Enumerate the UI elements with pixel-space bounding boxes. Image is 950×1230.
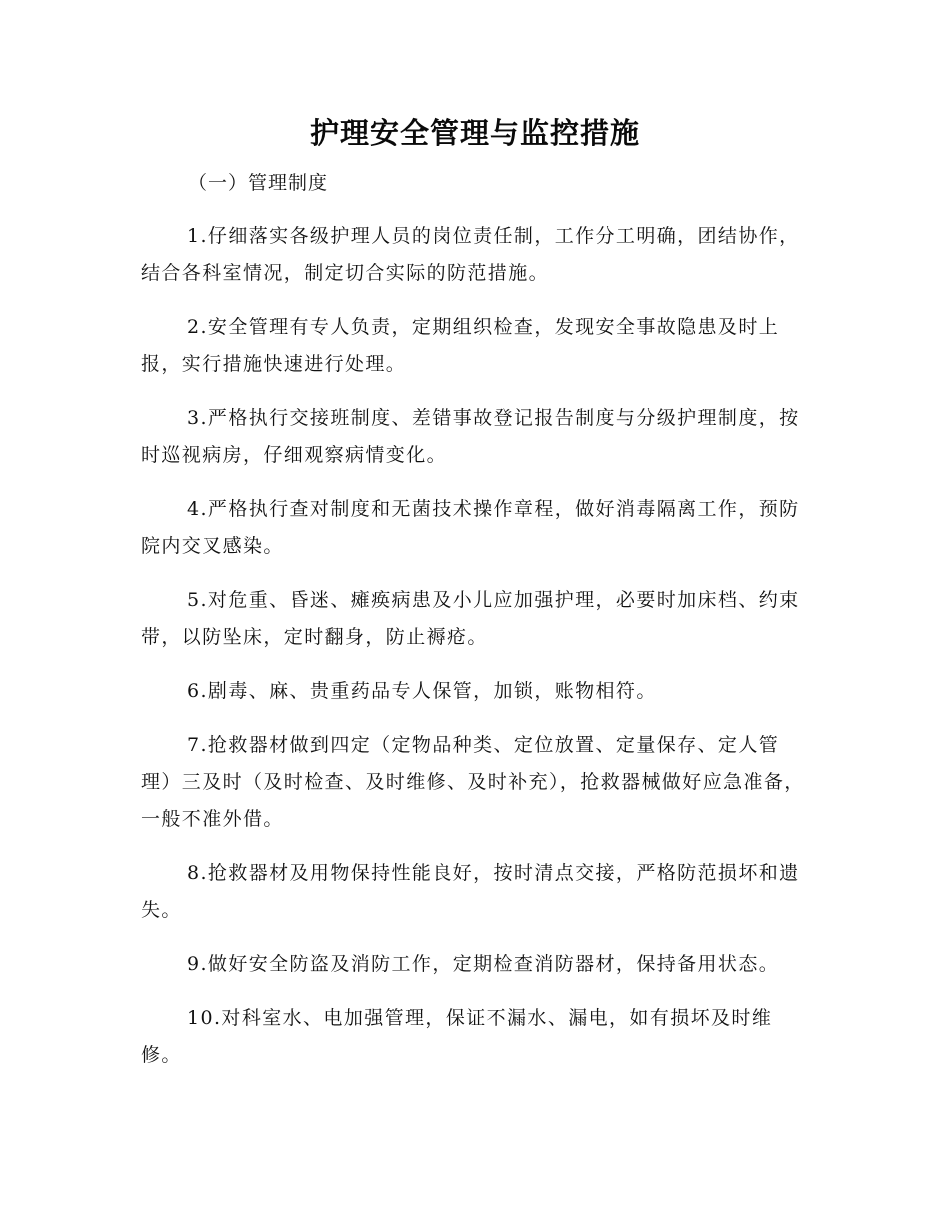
paragraph-3: 3.严格执行交接班制度、差错事故登记报告制度与分级护理制度，按时巡视病房，仔细观察病情变化。 [141,407,800,466]
paragraph-6: 6.剧毒、麻、贵重药品专人保管，加锁，账物相符。 [187,680,657,702]
paragraph-7: 7.抢救器材做到四定（定物品种类、定位放置、定量保存、定人管理）三及时（及时检查、及时维修、及时补充），抢救器械做好应急准备，一般不准外借。 [141,734,805,830]
paragraph-9: 9.做好安全防盗及消防工作，定期检查消防器材，保持备用状态。 [187,953,780,975]
paragraph-10: 10.对科室水、电加强管理，保证不漏水、漏电，如有损坏及时维修。 [141,1007,773,1066]
paragraph-8: 8.抢救器材及用物保持性能良好，按时清点交接，严格防范损坏和遗失。 [141,862,800,921]
paragraph-5: 5.对危重、昏迷、瘫痪病患及小儿应加强护理，必要时加床档、约束带，以防坠床，定时翻身，防止褥疮。 [141,589,800,648]
paragraph-1: 1.仔细落实各级护理人员的岗位责任制，工作分工明确，团结协作，结合各科室情况，制定切合实际的防范措施。 [141,225,800,284]
paragraph-4: 4.严格执行查对制度和无菌技术操作章程，做好消毒隔离工作，预防院内交叉感染。 [141,498,800,557]
document-body [141,218,809,1091]
paragraph-2: 2.安全管理有专人负责，定期组织检查，发现安全事故隐患及时上报，实行措施快速进行处理。 [141,316,780,375]
document-title: 护理安全管理与监控措施 [309,116,640,150]
section-heading: （一）管理制度 [188,172,329,194]
